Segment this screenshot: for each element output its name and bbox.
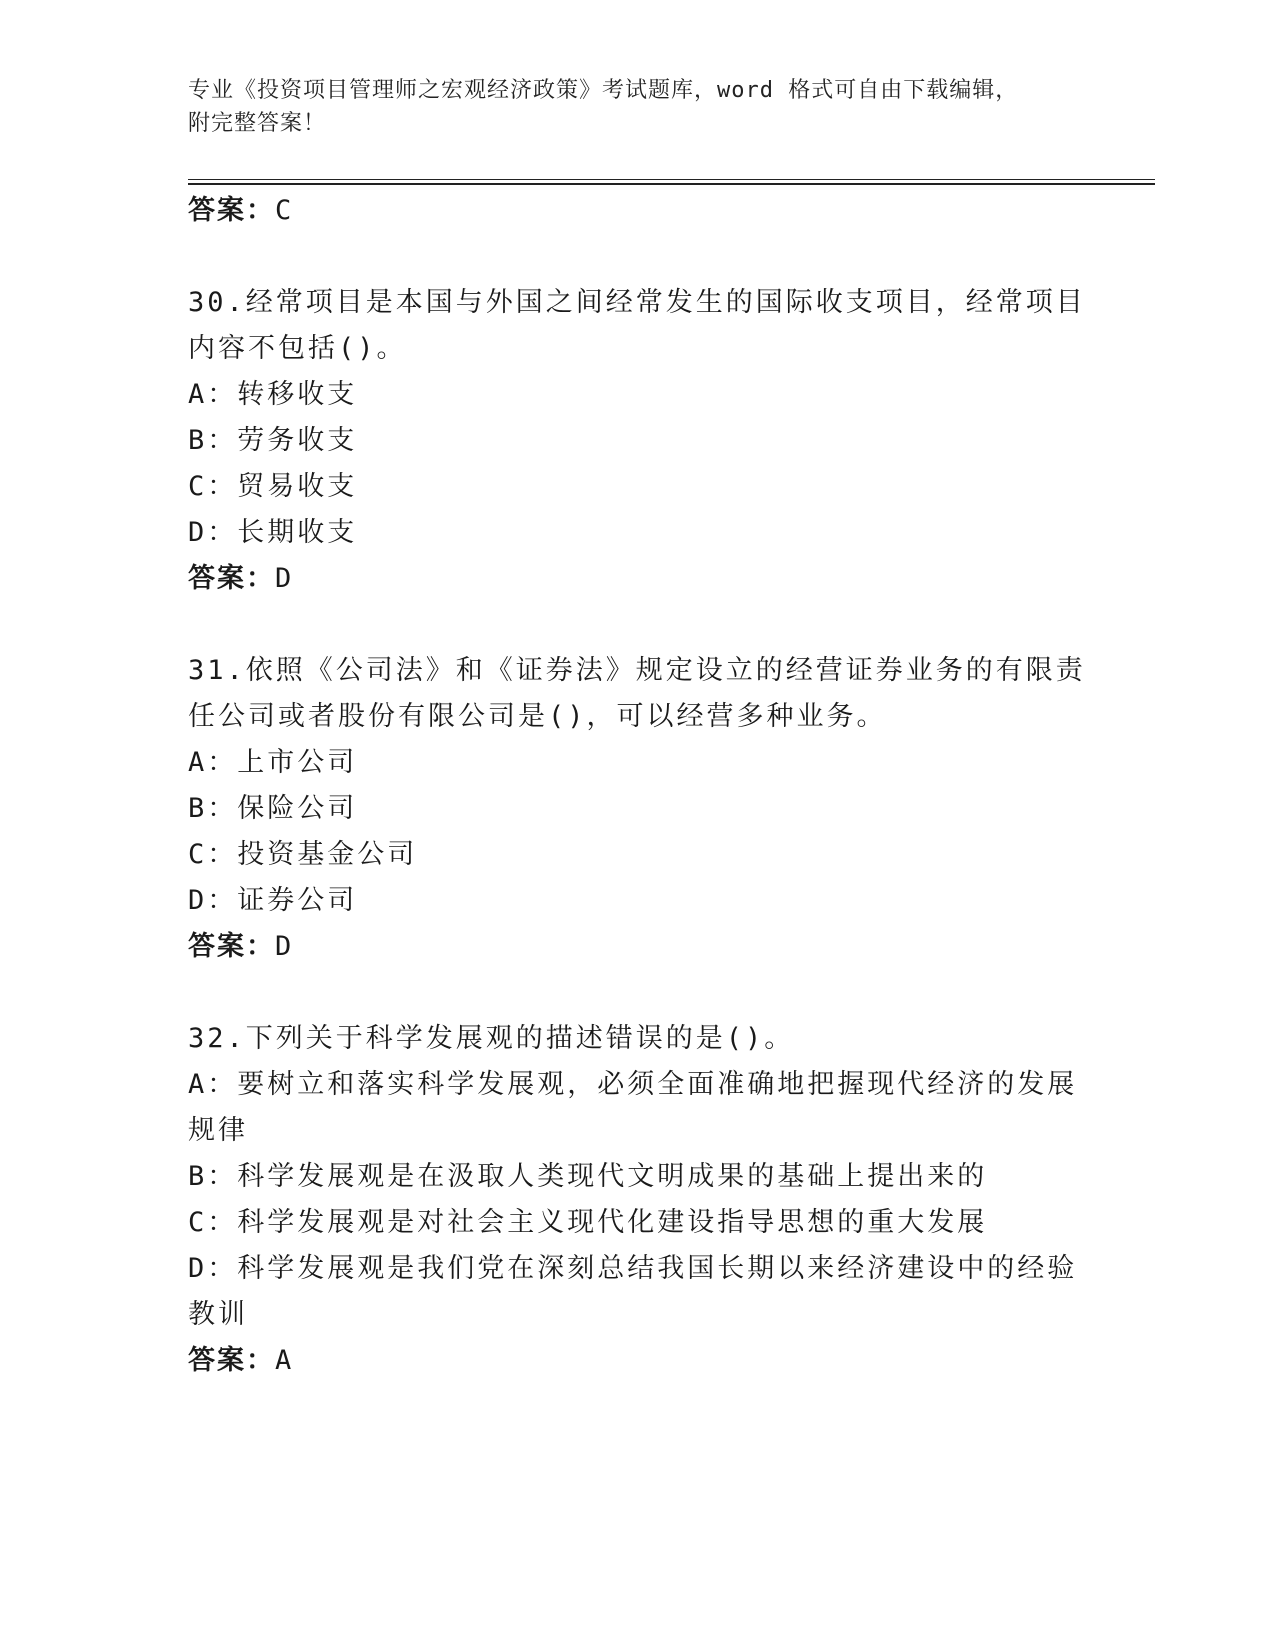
answer-line <box>188 188 1088 234</box>
answer-line <box>188 1338 1088 1384</box>
question-31 <box>188 648 1088 970</box>
option-a: A：转移收支 <box>188 379 358 410</box>
answer-label: 答案： <box>188 1345 275 1376</box>
document-header <box>188 74 1068 140</box>
answer-label: 答案： <box>188 931 275 962</box>
option-c: C：投资基金公司 <box>188 839 418 870</box>
option-a: A：上市公司 <box>188 747 358 778</box>
answer-line <box>188 556 1088 602</box>
question-32 <box>188 1016 1088 1384</box>
answer-value: A <box>275 1345 294 1376</box>
question-stem: 31.依照《公司法》和《证券法》规定设立的经营证券业务的有限责任公司或者股份有限公司是()，可以经营多种业务。 <box>188 655 1086 732</box>
option-a: A：要树立和落实科学发展观，必须全面准确地把握现代经济的发展规律 <box>188 1069 1078 1146</box>
option-d: D：长期收支 <box>188 517 358 548</box>
option-b: B：劳务收支 <box>188 425 358 456</box>
option-d: D：科学发展观是我们党在深刻总结我国长期以来经济建设中的经验教训 <box>188 1253 1078 1330</box>
header-line-1: 专业《投资项目管理师之宏观经济政策》考试题库，word 格式可自由下载编辑， <box>188 78 1019 103</box>
answer-label: 答案： <box>188 195 275 226</box>
answer-value: D <box>275 931 294 962</box>
option-b: B：科学发展观是在汲取人类现代文明成果的基础上提出来的 <box>188 1161 988 1192</box>
question-stem: 30.经常项目是本国与外国之间经常发生的国际收支项目，经常项目内容不包括()。 <box>188 287 1086 364</box>
answer-value: C <box>275 195 294 226</box>
option-c: C：科学发展观是对社会主义现代化建设指导思想的重大发展 <box>188 1207 988 1238</box>
answer-label: 答案： <box>188 563 275 594</box>
header-rule-thin <box>188 179 1155 180</box>
header-rule-thick <box>188 183 1155 185</box>
option-d: D：证券公司 <box>188 885 358 916</box>
header-line-2: 附完整答案！ <box>188 111 327 136</box>
question-30 <box>188 280 1088 602</box>
question-list <box>188 188 1088 1384</box>
answer-line <box>188 924 1088 970</box>
question-stem: 32.下列关于科学发展观的描述错误的是()。 <box>188 1023 795 1054</box>
option-c: C：贸易收支 <box>188 471 358 502</box>
option-b: B：保险公司 <box>188 793 358 824</box>
answer-value: D <box>275 563 294 594</box>
